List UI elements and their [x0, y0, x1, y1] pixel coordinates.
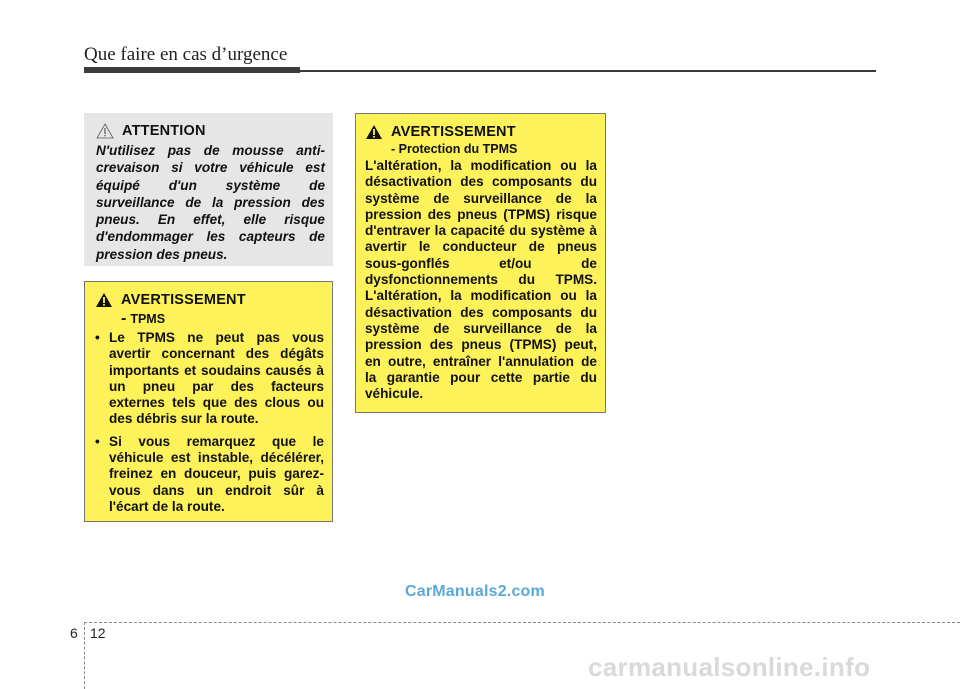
chapter-number: 6: [70, 625, 78, 641]
warning-filled-triangle-icon: [365, 124, 383, 140]
subheading-text: TPMS: [130, 312, 166, 326]
warning-protection-heading: AVERTISSEMENT: [391, 124, 516, 140]
warning-tpms-list: [95, 330, 324, 515]
bullet-glyph: •: [95, 330, 100, 345]
subheading-dash: -: [121, 310, 127, 327]
page-number: 12: [90, 625, 106, 641]
warning-tpms-subheading: [121, 310, 324, 328]
warning-filled-triangle-icon: [95, 292, 113, 308]
warning-tpms-box: [84, 281, 333, 522]
list-item: [95, 330, 324, 428]
attention-header: [96, 121, 325, 141]
warning-protection-body: L'altération, la modification ou la désactivation des composants du système de surveillance de la pression des pneus (TPMS) risque d'entraver la capacité du système à avertir le conducteur de pneus sous-gonflés et/ou de dysfonctionnements du TPMS. L'altération, la modification ou la désactivation des composants du système de surveillance de la pression des pneus (TPMS) peut, en outre, entraîner l'annulation de la garantie pour cette partie du véhicule.: [365, 158, 597, 402]
caution-outline-triangle-icon: [96, 123, 114, 139]
footer-vertical-divider: [84, 622, 85, 689]
warning-protection-header: [365, 122, 597, 142]
list-item-text: Si vous remarquez que le véhicule est instable, décélérer, freinez en douceur, puis garez-vous dans un endroit sûr à l'écart de la route.: [109, 433, 324, 514]
warning-tpms-header: [95, 290, 324, 310]
bullet-glyph: •: [95, 433, 100, 449]
attention-heading: ATTENTION: [122, 123, 206, 139]
warning-protection-box: [355, 113, 606, 413]
watermark-link[interactable]: CarManuals2.com: [405, 583, 545, 600]
warning-tpms-heading: AVERTISSEMENT: [121, 292, 246, 308]
header-rule-thin: [84, 70, 876, 72]
list-item-text: Le TPMS ne peut pas vous avertir concernant des dégâts importants et soudains causés à un pneu par des facteurs externes tels que des clous ou des débris sur la route.: [109, 330, 324, 427]
footer-site-watermark: carmanualsonline.info: [588, 652, 871, 682]
warning-protection-subheading: - Protection du TPMS: [391, 142, 518, 156]
footer-divider: [84, 622, 960, 623]
attention-body: N'utilisez pas de mousse anti-crevaison si votre véhicule est équipé d'un système de surveillance de la pression des pneus. En effet, elle risque d'endommager les capteurs de pression des pneus.: [96, 143, 325, 262]
list-item: [95, 434, 324, 515]
attention-box: [84, 113, 333, 266]
section-title: Que faire en cas d’urgence: [84, 44, 288, 65]
